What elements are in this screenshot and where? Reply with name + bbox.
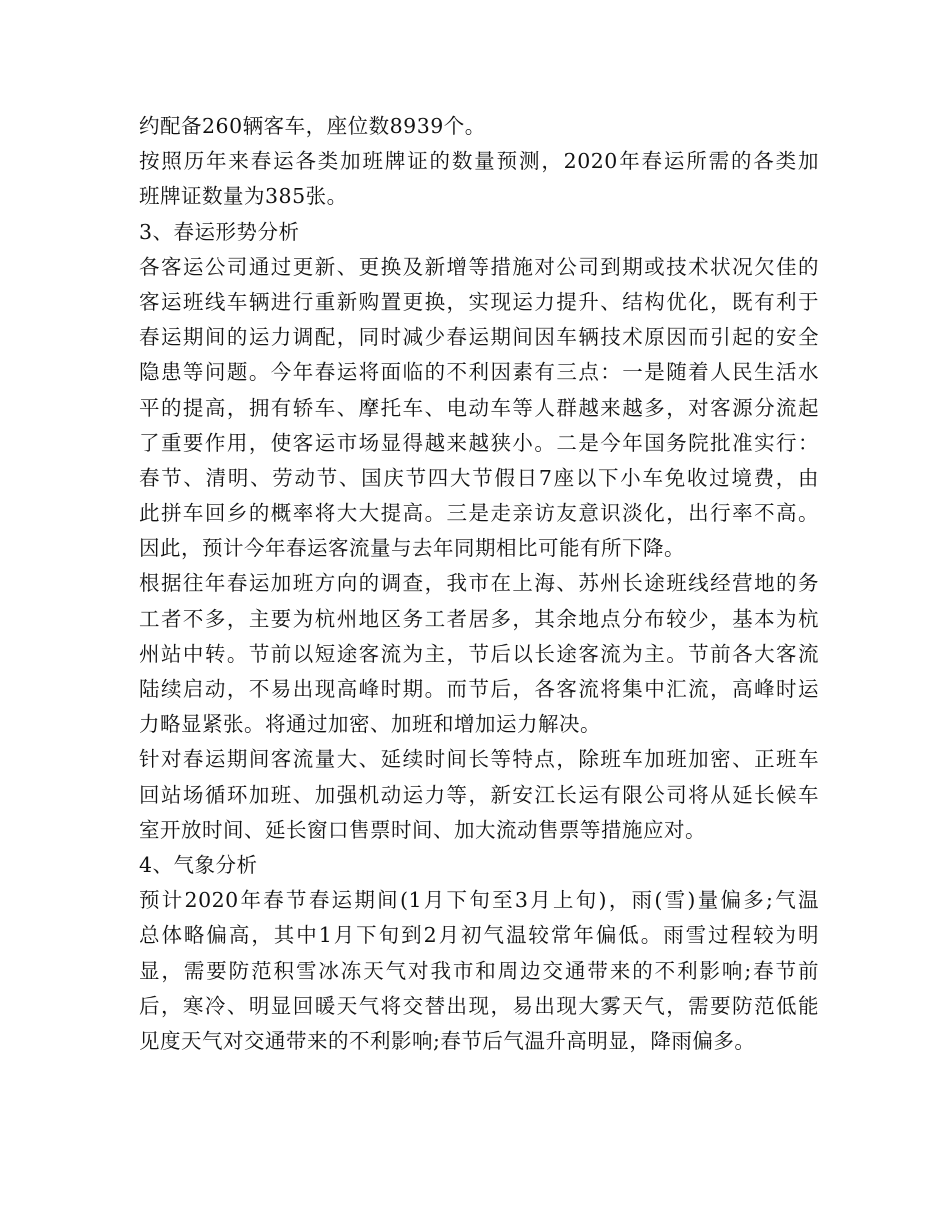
text-line: 各客运公司通过更新、更换及新增等措施对公司到期或技术状况欠佳的 bbox=[139, 254, 819, 279]
text-line: 根据往年春运加班方向的调查，我市在上海、苏州长途班线经营地的务 bbox=[139, 571, 819, 596]
text-line: 平的提高，拥有轿车、摩托车、电动车等人群越来越多，对客源分流起 bbox=[139, 395, 819, 420]
text-line: 显，需要防范积雪冰冻天气对我市和周边交通带来的不利影响;春节前 bbox=[139, 958, 819, 983]
text-line: 回站场循环加班、加强机动运力等，新安江长运有限公司将从延长候车 bbox=[139, 782, 819, 807]
text-line: 针对春运期间客流量大、延续时间长等特点，除班车加班加密、正班车 bbox=[139, 747, 819, 772]
text-line: 春运期间的运力调配，同时减少春运期间因车辆技术原因而引起的安全 bbox=[139, 325, 819, 350]
text-line: 约配备260辆客车，座位数8939个。 bbox=[139, 114, 486, 138]
text-line: 预计2020年春节春运期间(1月下旬至3月上旬)，雨(雪)量偏多;气温 bbox=[139, 888, 819, 913]
text-line: 陆续启动，不易出现高峰时期。而节后，各客流将集中汇流，高峰时运 bbox=[139, 677, 819, 701]
text-line: 4、气象分析 bbox=[139, 852, 258, 877]
text-line: 工者不多，主要为杭州地区务工者居多，其余地点分布较少，基本为杭 bbox=[139, 606, 819, 631]
text-line: 室开放时间、延长窗口售票时间、加大流动售票等措施应对。 bbox=[139, 817, 706, 842]
text-line: 后，寒冷、明显回暖天气将交替出现，易出现大雾天气，需要防范低能 bbox=[139, 993, 819, 1018]
text-line: 总体略偏高，其中1月下旬到2月初气温较常年偏低。雨雪过程较为明 bbox=[139, 923, 819, 948]
text-line: 隐患等问题。今年春运将面临的不利因素有三点：一是随着人民生活水 bbox=[139, 360, 819, 385]
text-line: 了重要作用，使客运市场显得越来越狭小。二是今年国务院批准实行： bbox=[139, 430, 819, 455]
text-line: 因此，预计今年春运客流量与去年同期相比可能有所下降。 bbox=[139, 536, 685, 561]
text-line: 3、春运形势分析 bbox=[139, 219, 300, 244]
text-line: 见度天气对交通带来的不利影响;春节后气温升高明显，降雨偏多。 bbox=[139, 1028, 756, 1053]
text-line: 力略显紧张。将通过加密、加班和增加运力解决。 bbox=[139, 712, 601, 737]
document-body bbox=[139, 109, 819, 1059]
text-line: 班牌证数量为385张。 bbox=[139, 184, 348, 209]
text-line: 春节、清明、劳动节、国庆节四大节假日7座以下小车免收过境费，由 bbox=[139, 465, 819, 490]
text-line: 州站中转。节前以短途客流为主，节后以长途客流为主。节前各大客流 bbox=[139, 641, 819, 666]
text-line: 客运班线车辆进行重新购置更换，实现运力提升、结构优化，既有利于 bbox=[139, 289, 819, 314]
text-line: 此拼车回乡的概率将大大提高。三是走亲访友意识淡化，出行率不高。 bbox=[139, 501, 819, 526]
text-line: 按照历年来春运各类加班牌证的数量预测，2020年春运所需的各类加 bbox=[139, 149, 819, 174]
